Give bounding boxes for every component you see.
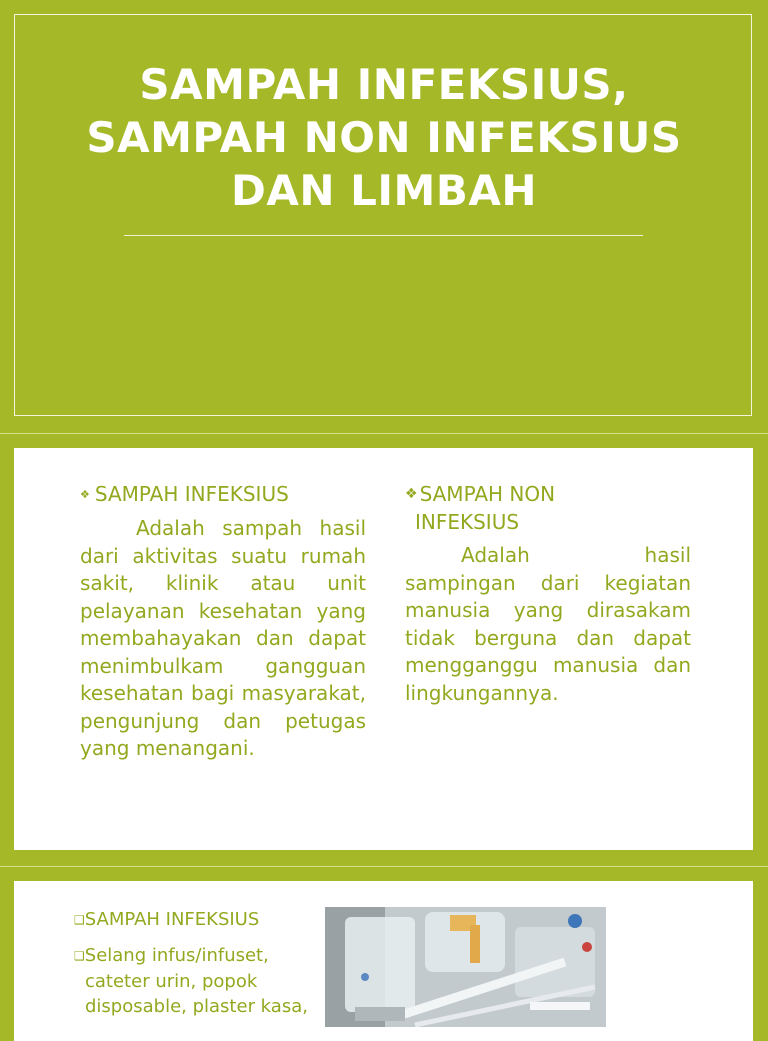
non-infectious-waste-column	[405, 480, 691, 707]
infectious-waste-column	[80, 480, 366, 763]
infectious-waste-heading	[80, 480, 366, 509]
infectious-waste-definition: Adalah sampah hasil dari aktivitas suatu rumah sakit, klinik atau unit pelayanan kesehatan yang membahayakan dan dapat menimbulkam gangguan kesehatan bagi masyarakat, pengunjung dan petugas yang menangani.	[80, 516, 366, 760]
square-bullet-icon: ❑	[74, 913, 85, 927]
diamond-bullet-icon: ❖	[80, 488, 90, 501]
slide-divider	[0, 433, 768, 434]
non-infectious-waste-definition: Adalah hasil sampingan dari kegiatan manusia yang dirasakam tidak berguna dan dapat mengganggu manusia dan lingkungannya.	[405, 543, 691, 705]
non-infectious-waste-heading	[405, 480, 691, 536]
examples-list	[74, 907, 319, 1029]
square-bullet-icon: ❑	[74, 949, 85, 963]
medical-waste-photo	[325, 907, 606, 1027]
title-line-1: SAMPAH INFEKSIUS,	[139, 60, 629, 109]
list-item	[74, 943, 319, 1019]
title-line-3: DAN LIMBAH	[231, 166, 537, 215]
examples-heading: SAMPAH INFEKSIUS	[84, 909, 260, 930]
examples-slide	[14, 881, 753, 1041]
non-infectious-heading-line-1: SAMPAH NON	[419, 482, 556, 506]
definitions-slide	[14, 448, 753, 850]
examples-item-text: Selang infus/infuset, cateter urin, popok disposable, plaster kasa,	[84, 945, 308, 1017]
medical-waste-image	[325, 907, 606, 1027]
non-infectious-heading-line-2: INFEKSIUS	[415, 510, 520, 534]
diamond-bullet-icon: ❖	[405, 486, 418, 502]
slide-title	[40, 58, 728, 217]
list-item	[74, 907, 319, 933]
infectious-waste-heading-text: SAMPAH INFEKSIUS	[94, 482, 289, 506]
title-underline	[124, 235, 643, 236]
title-line-2: SAMPAH NON INFEKSIUS	[86, 113, 682, 162]
slide-divider	[0, 866, 768, 867]
title-slide	[0, 0, 768, 433]
